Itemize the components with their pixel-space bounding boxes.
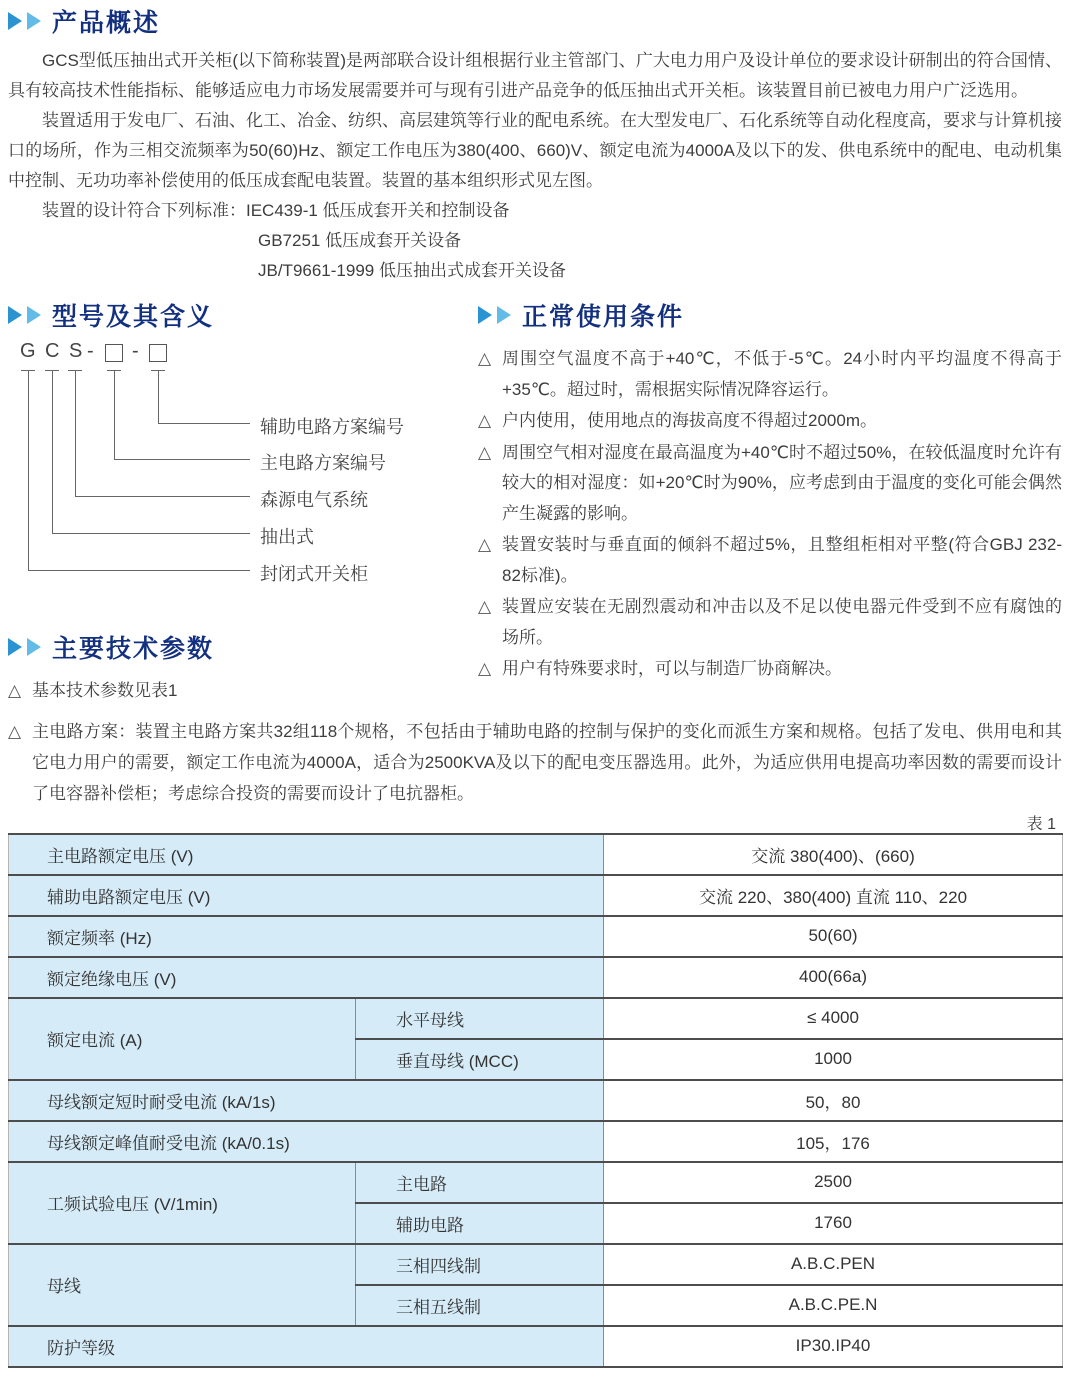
standards-intro-line: 装置的设计符合下列标准：IEC439-1 低压成套开关和控制设备 <box>42 201 510 220</box>
table-row <box>9 1162 1063 1203</box>
standard-line: JB/T9661-1999 低压抽出式成套开关设备 <box>258 261 566 280</box>
table-sub-label: 三相五线制 <box>356 1285 604 1326</box>
triangle-bullet-icon: △ <box>8 681 22 700</box>
condition-item <box>478 406 1062 437</box>
section-title-overview: 产品概述 <box>52 9 161 37</box>
table-row <box>9 875 1063 916</box>
section-header-model <box>8 298 478 332</box>
standard-line: GB7251 低压成套开关设备 <box>258 231 462 250</box>
triangle-bullet-icon: △ <box>478 535 492 554</box>
model-box-placeholder <box>105 344 123 362</box>
table-sub-label: 水平母线 <box>356 998 604 1039</box>
condition-text: 户内使用，使用地点的海拔高度不得超过2000m。 <box>502 411 877 430</box>
table-row <box>9 916 1063 957</box>
connector-line <box>158 371 250 424</box>
section-title-model: 型号及其含义 <box>52 303 215 331</box>
table-row <box>9 834 1063 875</box>
triangle-bullet-icon: △ <box>478 411 492 430</box>
model-label-withdrawable: 抽出式 <box>260 527 314 547</box>
condition-item <box>478 344 1062 405</box>
model-label-aux-circuit: 辅助电路方案编号 <box>260 417 404 437</box>
model-separator: - <box>87 340 94 362</box>
overview-paragraph-1: GCS型低压抽出式开关柜(以下简称装置)是两部联合设计组根据行业主管部门、广大电力用户及设计单位的要求设计研制出的符合国情、具有较高技术性能指标、能够适应电力市场发展需要并可与现有引进产品竞争的低压抽出式开关柜。该装置目前已被电力用户广泛选用。 <box>8 51 1062 100</box>
right-column <box>478 298 1062 708</box>
left-column <box>8 298 478 708</box>
arrow-right-icon <box>8 306 22 324</box>
triangle-bullet-icon: △ <box>478 349 492 368</box>
section-header-overview <box>8 4 1062 38</box>
model-char: G <box>20 340 36 362</box>
section-title-conditions: 正常使用条件 <box>522 303 685 331</box>
two-column-zone <box>8 298 1062 708</box>
params-note-text: 基本技术参数见表1 <box>32 681 178 700</box>
params-main-circuit-paragraph <box>8 716 1062 809</box>
model-char: C <box>45 340 60 362</box>
table-row-value: IP30.IP40 <box>604 1326 1063 1367</box>
condition-item <box>478 654 1062 685</box>
table-row-value: 1000 <box>604 1039 1063 1080</box>
table-row <box>9 1121 1063 1162</box>
arrow-right-icon <box>27 638 41 656</box>
model-label-main-circuit: 主电路方案编号 <box>260 453 386 473</box>
table-sub-label: 三相四线制 <box>356 1244 604 1285</box>
params-note-basic <box>8 676 478 707</box>
model-char: S <box>69 340 83 362</box>
table-row-value: 1760 <box>604 1203 1063 1244</box>
table-sub-label: 垂直母线 (MCC) <box>356 1039 604 1080</box>
section-header-params <box>8 630 478 664</box>
section-header-conditions <box>478 298 1062 332</box>
table-row-label: 额定电流 (A) <box>9 998 356 1080</box>
table-row-label: 工频试验电压 (V/1min) <box>9 1162 356 1244</box>
table-row-label: 辅助电路额定电压 (V) <box>9 875 604 916</box>
table-row <box>9 1080 1063 1121</box>
table-row-value: 50，80 <box>604 1080 1063 1121</box>
condition-text: 装置应安装在无剧烈震动和冲击以及不足以使电器元件受到不应有腐蚀的场所。 <box>502 597 1062 647</box>
table-row <box>9 1326 1063 1367</box>
table-row-value: A.B.C.PEN <box>604 1244 1063 1285</box>
table-row-value: 50(60) <box>604 916 1063 957</box>
overview-paragraph-2: 装置适用于发电厂、石油、化工、冶金、纺织、高层建筑等行业的配电系统。在大型发电厂、石化系统等自动化程度高，要求与计算机接口的场所，作为三相交流频率为50(60)Hz、额定工作电压为380(400、660)V、额定电流为4000A及以下的发、供电系统中的配电、电动机集中控制、无功功率补偿使用的低压成套配电装置。装置的基本组织形式见左图。 <box>8 111 1062 190</box>
table-row-value: 105，176 <box>604 1121 1063 1162</box>
table-sub-label: 主电路 <box>356 1162 604 1203</box>
table-row-label: 额定绝缘电压 (V) <box>9 957 604 998</box>
condition-item <box>478 438 1062 530</box>
arrow-right-icon <box>27 12 41 30</box>
spec-table <box>8 833 1063 1368</box>
model-separator: - <box>132 340 139 362</box>
condition-text: 用户有特殊要求时，可以与制造厂协商解决。 <box>502 659 842 678</box>
triangle-bullet-icon: △ <box>478 442 492 462</box>
table-row-value: ≤ 4000 <box>604 998 1063 1039</box>
table-row-label: 额定频率 (Hz) <box>9 916 604 957</box>
condition-text: 周围空气温度不高于+40℃，不低于-5℃。24小时内平均温度不得高于+35℃。超过时，需根据实际情况降容运行。 <box>502 349 1062 399</box>
model-code-diagram <box>8 340 478 592</box>
table-row-value: 400(66a) <box>604 957 1063 998</box>
table-row <box>9 957 1063 998</box>
model-box-placeholder <box>149 344 167 362</box>
table-row-label: 防护等级 <box>9 1326 604 1367</box>
condition-text: 装置安装时与垂直面的倾斜不超过5%，且整组柜相对平整(符合GBJ 232-82标准)。 <box>502 535 1062 585</box>
table-row <box>9 1244 1063 1285</box>
condition-item <box>478 592 1062 653</box>
table-row-label: 母线额定峰值耐受电流 (kA/0.1s) <box>9 1121 604 1162</box>
table-row-label: 母线 <box>9 1244 356 1326</box>
table-row-value: 交流 220、380(400) 直流 110、220 <box>604 875 1063 916</box>
model-label-senyuan: 森源电气系统 <box>260 490 368 510</box>
table-caption: 表 1 <box>1026 815 1056 833</box>
table-sub-label: 辅助电路 <box>356 1203 604 1244</box>
arrow-right-icon <box>497 306 511 324</box>
triangle-bullet-icon: △ <box>478 659 492 678</box>
table-row-label: 主电路额定电压 (V) <box>9 834 604 875</box>
table-row-value: 交流 380(400)、(660) <box>604 834 1063 875</box>
arrow-right-icon <box>478 306 492 324</box>
model-label-enclosed: 封闭式开关柜 <box>260 564 368 584</box>
table-row-label: 母线额定短时耐受电流 (kA/1s) <box>9 1080 604 1121</box>
arrow-right-icon <box>27 306 41 324</box>
section-title-params: 主要技术参数 <box>52 635 215 663</box>
table-row-value: 2500 <box>604 1162 1063 1203</box>
condition-item <box>478 530 1062 591</box>
triangle-bullet-icon: △ <box>478 597 492 616</box>
table-row-value: A.B.C.PE.N <box>604 1285 1063 1326</box>
arrow-right-icon <box>8 638 22 656</box>
arrow-right-icon <box>8 12 22 30</box>
table-row <box>9 998 1063 1039</box>
params-main-circuit-text: 主电路方案：装置主电路方案共32组118个规格，不包括由于辅助电路的控制与保护的变化而派生方案和规格。包括了发电、供用电和其它电力用户的需要，额定工作电流为4000A，适合为2500KVA及以下的配电变压器选用。此外，为适应供用电提高功率因数的需要而设计了电容器补偿柜；考虑综合投资的需要而设计了电抗器柜。 <box>32 721 1062 803</box>
triangle-bullet-icon: △ <box>8 721 22 741</box>
condition-text: 周围空气相对湿度在最高温度为+40℃时不超过50%，在较低温度时允许有较大的相对湿度：如+20℃时为90%，应考虑到由于温度的变化可能会偶然产生凝露的影响。 <box>502 442 1062 523</box>
